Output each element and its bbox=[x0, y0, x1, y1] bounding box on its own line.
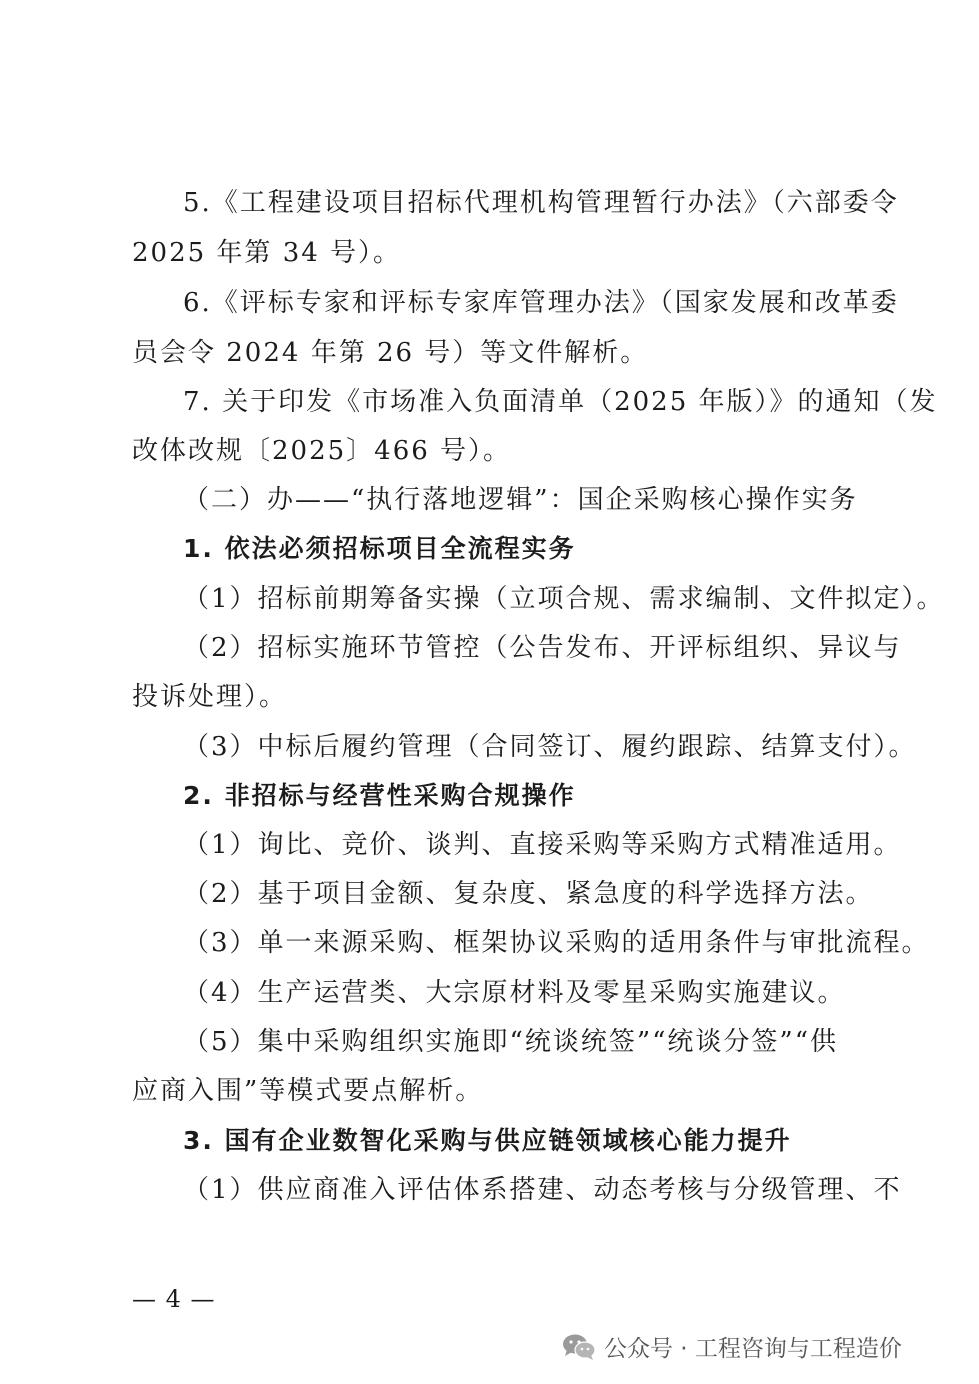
text-line: （2）基于项目金额、复杂度、紧急度的科学选择方法。 bbox=[183, 879, 874, 909]
text-line: 应商入围”等模式要点解析。 bbox=[132, 1076, 484, 1106]
text-line: 5.《工程建设项目招标代理机构管理暂行办法》（六部委令 bbox=[183, 188, 899, 218]
watermark bbox=[562, 1330, 902, 1363]
text-line: （1）供应商准入评估体系搭建、动态考核与分级管理、不 bbox=[183, 1175, 902, 1205]
section-heading: （二）办——“执行落地逻辑”：国企采购核心操作实务 bbox=[183, 485, 858, 515]
text-line: （3）单一来源采购、框架协议采购的适用条件与审批流程。 bbox=[183, 928, 930, 958]
subsection-heading: 3. 国有企业数智化采购与供应链领域核心能力提升 bbox=[183, 1126, 792, 1155]
text-line: 改体改规〔2025〕466 号）。 bbox=[132, 436, 512, 466]
text-line: （5）集中采购组织实施即“统谈统签”“统谈分签”“供 bbox=[183, 1027, 839, 1057]
watermark-text: 公众号 · 工程咨询与工程造价 bbox=[604, 1336, 902, 1362]
text-line: 投诉处理）。 bbox=[132, 682, 288, 712]
text-line: （1）询比、竞价、谈判、直接采购等采购方式精准适用。 bbox=[183, 830, 902, 860]
subsection-heading: 1. 依法必须招标项目全流程实务 bbox=[183, 534, 576, 563]
wechat-icon bbox=[562, 1333, 596, 1361]
text-line: （1）招标前期筹备实操（立项合规、需求编制、文件拟定）。 bbox=[183, 584, 945, 614]
text-line: 员会令 2024 年第 26 号）等文件解析。 bbox=[132, 338, 649, 368]
text-line: （2）招标实施环节管控（公告发布、开评标组织、异议与 bbox=[183, 633, 902, 663]
subsection-heading: 2. 非招标与经营性采购合规操作 bbox=[183, 781, 576, 810]
page-number: — 4 — bbox=[132, 1285, 216, 1313]
text-line: 6.《评标专家和评标专家库管理办法》（国家发展和改革委 bbox=[183, 288, 899, 318]
text-line: （4）生产运营类、大宗原材料及零星采购实施建议。 bbox=[183, 978, 846, 1008]
text-line: 2025 年第 34 号）。 bbox=[132, 238, 402, 268]
text-line: （3）中标后履约管理（合同签订、履约跟踪、结算支付）。 bbox=[183, 732, 917, 762]
text-line: 7. 关于印发《市场准入负面清单（2025 年版）》的通知（发 bbox=[183, 387, 938, 417]
